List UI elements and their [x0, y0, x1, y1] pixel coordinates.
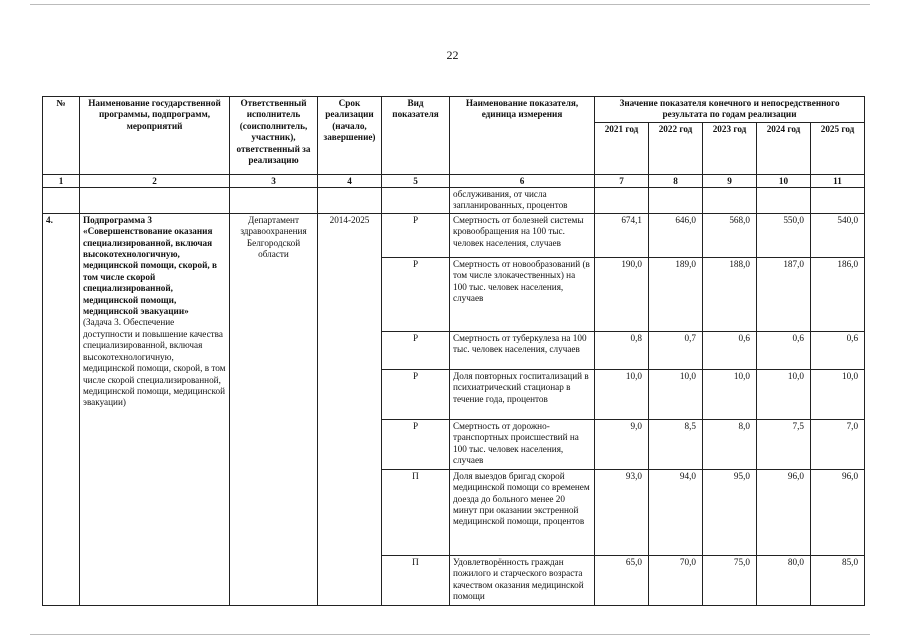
value-cell: 75,0 — [703, 555, 757, 605]
indicator-name: Смертность от новообразований (в том числе злокачественных) на 100 тыс. человек населения, случаев — [450, 257, 595, 331]
section-term: 2014-2025 — [318, 213, 382, 605]
indicator-name: Смертность от туберкулеза на 100 тыс. человек населения, случаев — [450, 331, 595, 369]
value-cell: 10,0 — [649, 369, 703, 419]
continuation-row — [43, 187, 865, 213]
value-cell: 95,0 — [703, 469, 757, 555]
value-cell: 8,0 — [703, 419, 757, 469]
indicator-type: Р — [382, 369, 450, 419]
header-executor: Ответственный исполнитель (соисполнитель, участник), ответственный за реализацию — [230, 97, 318, 175]
value-cell: 10,0 — [811, 369, 865, 419]
subprogram-title: Подпрограмма 3 «Совершенствование оказания специализированной, включая высокотехнологичную, медицинской помощи, скорой, в том числе скорой специализированной, медицинской помощи, медицинской эвакуации» — [83, 214, 217, 317]
value-cell: 0,6 — [703, 331, 757, 369]
value-cell: 0,7 — [649, 331, 703, 369]
header-values-group: Значение показателя конечного и непосредственного результата по годам реализации — [595, 97, 865, 123]
indicator-type: Р — [382, 213, 450, 257]
indicator-type: П — [382, 469, 450, 555]
indicator-type: Р — [382, 331, 450, 369]
value-cell: 190,0 — [595, 257, 649, 331]
value-cell: 7,5 — [757, 419, 811, 469]
table-row — [43, 213, 865, 257]
value-cell: 93,0 — [595, 469, 649, 555]
col-number: 7 — [595, 174, 649, 187]
indicator-type: Р — [382, 257, 450, 331]
value-cell: 7,0 — [811, 419, 865, 469]
col-number: 2 — [80, 174, 230, 187]
subprogram-task: (Задача 3. Обеспечение доступности и повышение качества специализированной, включая высокотехнологичную, медицинской помощи, скорой, в том числе скорой специализированной, медицинской помощи, медицинской эвакуации) — [83, 317, 226, 408]
indicator-type: П — [382, 555, 450, 605]
header-type: Вид показателя — [382, 97, 450, 175]
section-number: 4. — [43, 213, 80, 605]
value-cell: 85,0 — [811, 555, 865, 605]
value-cell: 70,0 — [649, 555, 703, 605]
continuation-text: обслуживания, от числа запланированных, процентов — [450, 187, 595, 213]
value-cell: 9,0 — [595, 419, 649, 469]
value-cell: 568,0 — [703, 213, 757, 257]
value-cell: 10,0 — [595, 369, 649, 419]
section-executor: Департамент здравоохранения Белгородской области — [230, 213, 318, 605]
header-no: № — [43, 97, 80, 175]
col-number: 9 — [703, 174, 757, 187]
value-cell: 94,0 — [649, 469, 703, 555]
header-year: 2024 год — [757, 122, 811, 174]
scan-edge-bottom — [30, 634, 870, 635]
value-cell: 0,6 — [811, 331, 865, 369]
header-year: 2022 год — [649, 122, 703, 174]
indicator-name: Доля повторных госпитализаций в психиатрический стационар в течение года, процентов — [450, 369, 595, 419]
value-cell: 189,0 — [649, 257, 703, 331]
value-cell: 188,0 — [703, 257, 757, 331]
col-number: 6 — [450, 174, 595, 187]
header-year: 2023 год — [703, 122, 757, 174]
indicator-type: Р — [382, 419, 450, 469]
indicator-name: Смертность от дорожно-транспортных происшествий на 100 тыс. человек населения, случаев — [450, 419, 595, 469]
header-year: 2021 год — [595, 122, 649, 174]
indicators-table — [42, 96, 865, 606]
value-cell: 674,1 — [595, 213, 649, 257]
value-cell: 65,0 — [595, 555, 649, 605]
value-cell: 10,0 — [703, 369, 757, 419]
value-cell: 8,5 — [649, 419, 703, 469]
col-number: 10 — [757, 174, 811, 187]
col-number: 11 — [811, 174, 865, 187]
indicator-name: Смертность от болезней системы кровообращения на 100 тыс. человек населения, случаев — [450, 213, 595, 257]
value-cell: 187,0 — [757, 257, 811, 331]
header-name: Наименование государственной программы, подпрограмм, мероприятий — [80, 97, 230, 175]
value-cell: 10,0 — [757, 369, 811, 419]
header-term: Срок реализации (начало, завершение) — [318, 97, 382, 175]
col-number: 1 — [43, 174, 80, 187]
column-numbers-row — [43, 174, 865, 187]
scan-edge-top — [30, 4, 870, 5]
indicator-name: Удовлетворённость граждан пожилого и старческого возраста качеством оказания медицинской помощи — [450, 555, 595, 605]
page-number: 22 — [446, 48, 459, 62]
col-number: 3 — [230, 174, 318, 187]
value-cell: 550,0 — [757, 213, 811, 257]
value-cell: 540,0 — [811, 213, 865, 257]
value-cell: 646,0 — [649, 213, 703, 257]
value-cell: 0,8 — [595, 331, 649, 369]
section-title-cell — [80, 213, 230, 605]
value-cell: 96,0 — [811, 469, 865, 555]
value-cell: 0,6 — [757, 331, 811, 369]
header-year: 2025 год — [811, 122, 865, 174]
value-cell: 186,0 — [811, 257, 865, 331]
col-number: 8 — [649, 174, 703, 187]
col-number: 4 — [318, 174, 382, 187]
col-number: 5 — [382, 174, 450, 187]
indicator-name: Доля выездов бригад скорой медицинской помощи со временем доезда до больного менее 20 минут при оказании экстренной медицинской помощи, процентов — [450, 469, 595, 555]
header-indicator: Наименование показателя, единица измерения — [450, 97, 595, 175]
value-cell: 96,0 — [757, 469, 811, 555]
value-cell: 80,0 — [757, 555, 811, 605]
